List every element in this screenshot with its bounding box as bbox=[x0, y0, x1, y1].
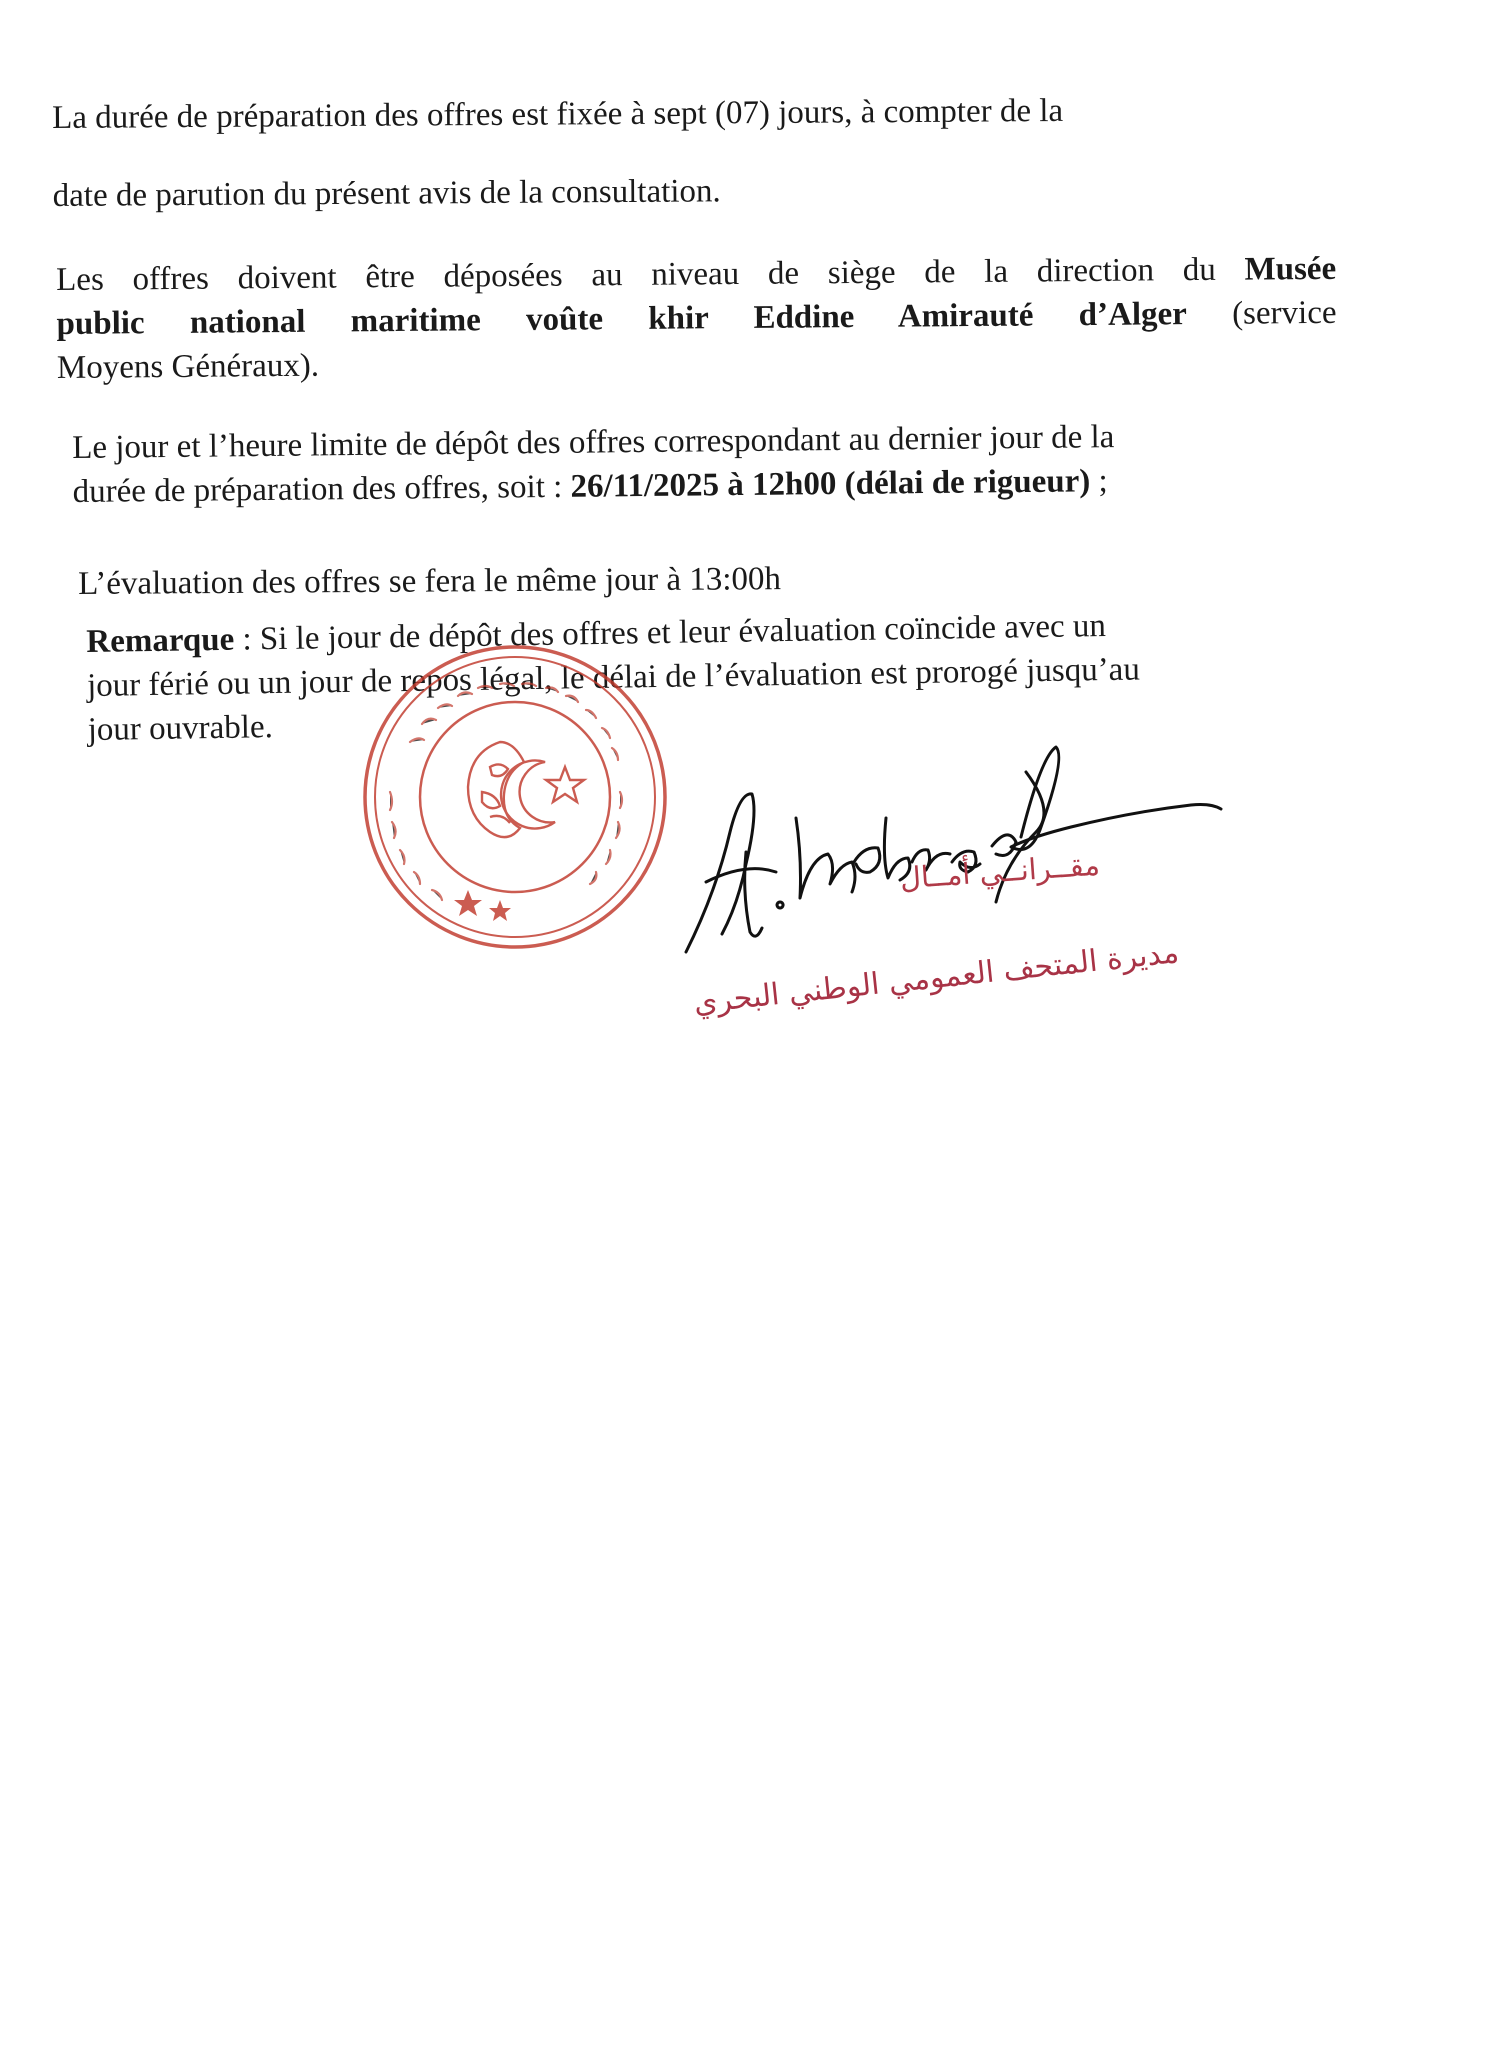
text-line: L’évaluation des offres se fera le même jour à 13:00h bbox=[78, 561, 782, 602]
text-fragment: : Si le jour de dépôt des offres et leur évaluation coïncide avec un bbox=[242, 607, 1107, 658]
official-seal-icon bbox=[350, 632, 680, 962]
text-line: Le jour et l’heure limite de dépôt des offres correspondant au dernier jour de la bbox=[72, 419, 1115, 466]
museum-name-bold: Musée bbox=[1244, 250, 1337, 288]
text-fragment: (service bbox=[1231, 294, 1337, 332]
text-line: jour ouvrable. bbox=[87, 709, 274, 748]
paragraph-evaluation bbox=[78, 556, 978, 606]
text-line: La durée de préparation des offres est fixée à sept (07) jours, à compter de la bbox=[52, 92, 1064, 136]
signatory-name: مقــرانــي أمــال bbox=[898, 847, 1101, 896]
paragraph-deadline bbox=[72, 413, 1341, 514]
text-fragment: durée de préparation des offres, soit : bbox=[72, 468, 563, 510]
signatory-title: مديرة المتحف العمومي الوطني البحري bbox=[692, 935, 1181, 1021]
text-line: jour férié ou un jour de repos légal, le délai de l’évaluation est prorogé jusqu’au bbox=[86, 651, 1141, 704]
paragraph-preparation-duration bbox=[52, 87, 1273, 218]
text-fragment: ; bbox=[1098, 463, 1108, 500]
text-fragment: Les offres doivent être déposées au niveau de siège de la direction du bbox=[56, 251, 1216, 298]
handwritten-signature-icon bbox=[676, 722, 1236, 972]
paragraph-submission-location bbox=[56, 247, 1337, 390]
museum-name-bold: public national maritime voûte khir Eddine Amirauté d’Alger bbox=[56, 296, 1187, 342]
remark-label: Remarque bbox=[86, 621, 235, 660]
deadline-date-bold: 26/11/2025 à 12h00 (délai de rigueur) bbox=[570, 463, 1091, 505]
text-line: date de parution du présent avis de la consultation. bbox=[52, 173, 721, 214]
text-line: Moyens Généraux). bbox=[56, 347, 320, 386]
